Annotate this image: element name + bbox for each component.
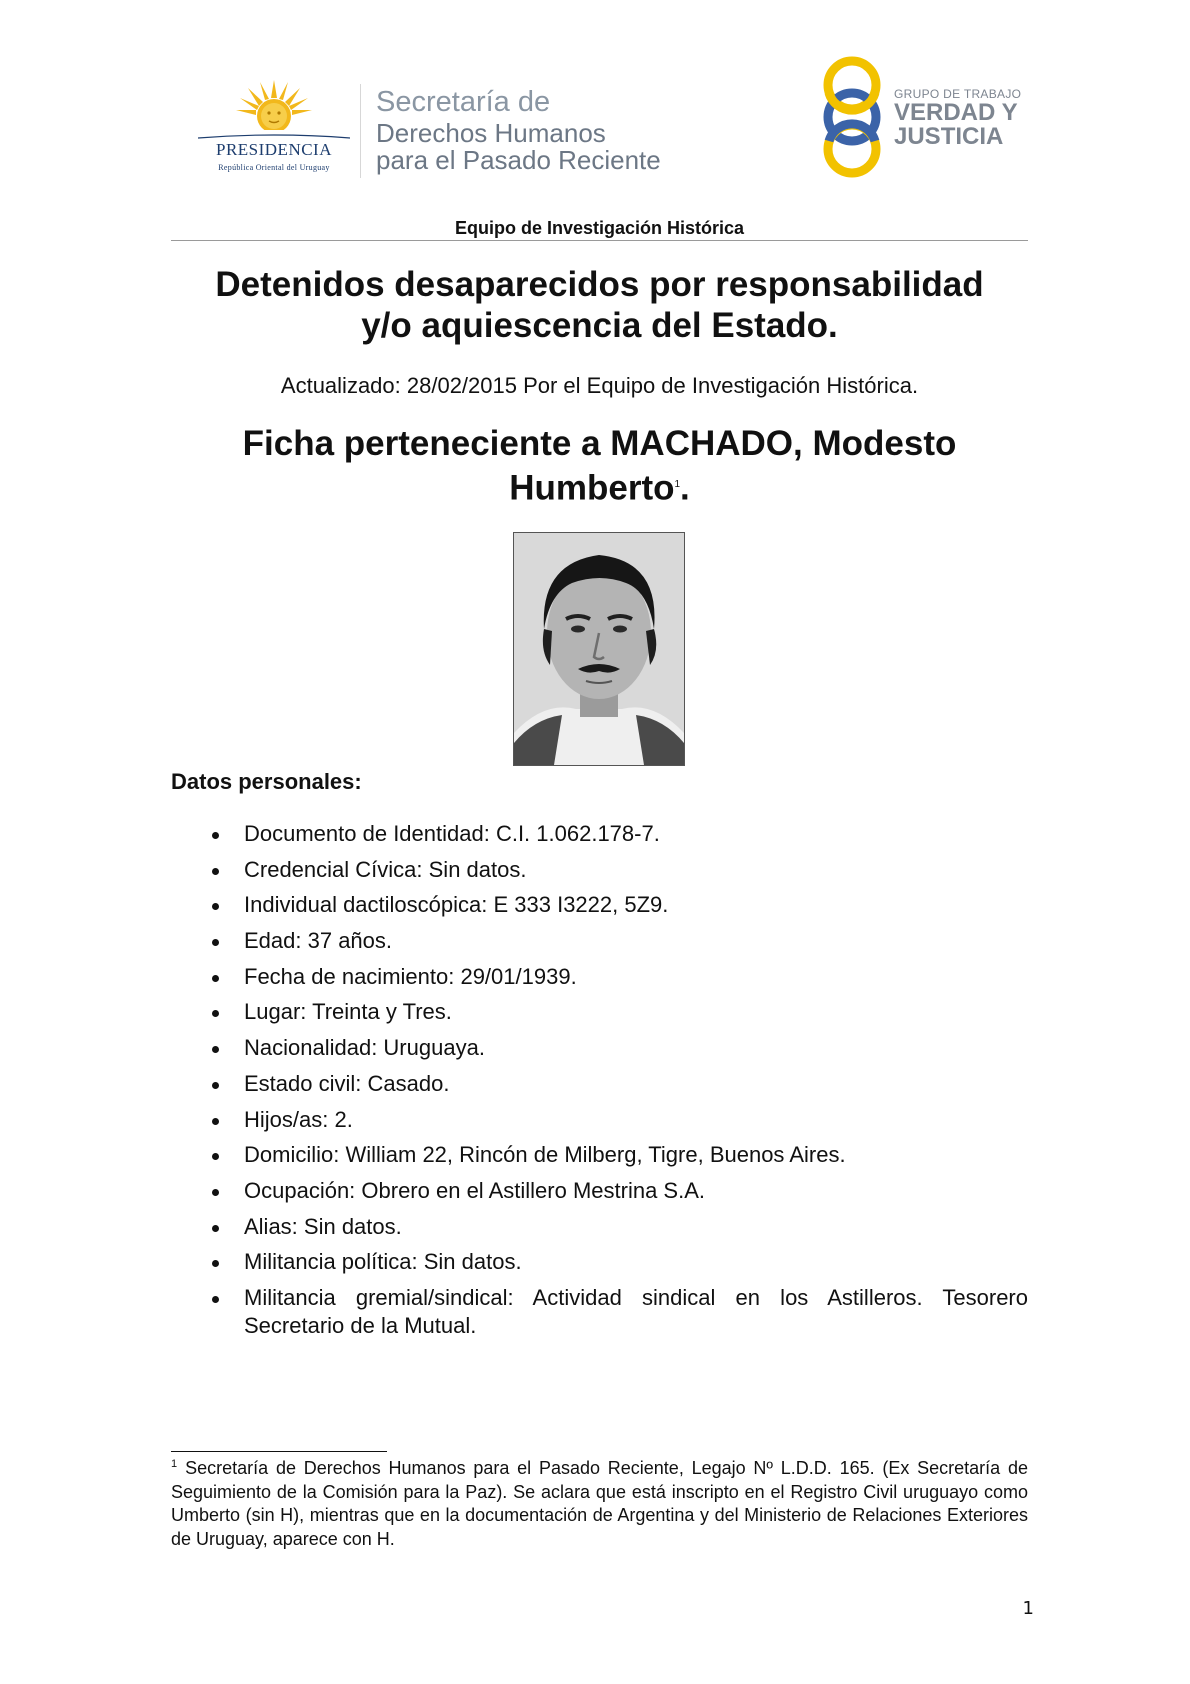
- bullet: [212, 939, 219, 946]
- ficha-title-line-2: Humberto: [509, 468, 675, 508]
- document-title: [171, 264, 1028, 346]
- bullet: [212, 1082, 219, 1089]
- bullet: [212, 1153, 219, 1160]
- verdad-y-label: VERDAD Y: [894, 99, 1018, 126]
- list-item: [171, 1177, 1028, 1205]
- personal-data-list: [171, 820, 1028, 1348]
- presidencia-logo: [196, 78, 352, 178]
- list-item-text: Credencial Cívica: Sin datos.: [244, 856, 527, 882]
- justicia-label: JUSTICIA: [894, 123, 1004, 150]
- interlocked-rings-icon: [820, 55, 884, 179]
- bullet: [212, 1189, 219, 1196]
- list-item-text: Individual dactiloscópica: E 333 I3222, 5Z9.: [244, 892, 669, 918]
- document-title-line-1: Detenidos desaparecidos por responsabilidad: [215, 265, 984, 304]
- list-item-text: Ocupación: Obrero en el Astillero Mestrina S.A.: [244, 1177, 705, 1203]
- list-item: [171, 1070, 1028, 1098]
- list-item-text: Domicilio: William 22, Rincón de Milberg, Tigre, Buenos Aires.: [244, 1142, 846, 1168]
- portrait-image: [514, 533, 684, 765]
- list-item-text: Fecha de nacimiento: 29/01/1939.: [244, 963, 577, 989]
- list-item: [171, 891, 1028, 919]
- personal-data-heading: Datos personales:: [171, 769, 362, 794]
- bullet: [212, 975, 219, 982]
- bullet: [212, 868, 219, 875]
- bullet: [212, 1118, 219, 1125]
- page-number: 1: [1022, 1598, 1034, 1619]
- list-item-text: Lugar: Treinta y Tres.: [244, 999, 452, 1025]
- footnote-rule: [171, 1451, 387, 1452]
- bullet: [212, 1010, 219, 1017]
- updated-line: Actualizado: 28/02/2015 Por el Equipo de Investigación Histórica.: [280, 373, 919, 398]
- document-header: [0, 0, 1190, 238]
- list-item-text: Hijos/as: 2.: [244, 1106, 353, 1132]
- footnote: [171, 1457, 1028, 1551]
- list-item: [171, 927, 1028, 955]
- team-heading: Equipo de Investigación Histórica: [454, 218, 745, 238]
- list-item: [171, 1106, 1028, 1134]
- list-item: [171, 998, 1028, 1026]
- presidencia-word: PRESIDENCIA: [215, 140, 332, 159]
- verdad-y-justicia-text: [894, 87, 1030, 149]
- secretaria-line-1: Secretaría de: [376, 86, 551, 118]
- list-item-text: Nacionalidad: Uruguaya.: [244, 1035, 485, 1061]
- footnote-text: Secretaría de Derechos Humanos para el Pasado Reciente, Legajo Nº L.D.D. 165. (Ex Secretaría de Seguimiento de la Comisión para la Paz). Se aclara que está inscripto en el Registro Civil uruguayo como Umberto (sin H), mientras que en la documentación de Argentina y del Ministerio de Relaciones Exteriores de Uruguay, aparece con H.: [171, 1458, 1028, 1549]
- list-item-text: Militancia gremial/sindical: Actividad sindical en los Astilleros. Tesorero Secretario de la Mutual.: [244, 1284, 1028, 1338]
- list-item: [171, 1141, 1028, 1169]
- presidencia-subtitle: República Oriental del Uruguay: [218, 163, 330, 172]
- bullet: [212, 1260, 219, 1267]
- list-item-text: Edad: 37 años.: [244, 928, 393, 954]
- bullet: [212, 1225, 219, 1232]
- presidencia-rule: [198, 134, 350, 139]
- list-item: [171, 963, 1028, 991]
- footnote-reference[interactable]: 1: [674, 479, 681, 490]
- bullet: [212, 1296, 219, 1303]
- list-item-text: Documento de Identidad: C.I. 1.062.178-7.: [244, 821, 660, 846]
- list-item: [171, 856, 1028, 884]
- bullet: [212, 1046, 219, 1053]
- secretaria-line-3: para el Pasado Reciente: [376, 145, 661, 175]
- list-item: [171, 820, 1028, 848]
- ficha-title-period: .: [680, 468, 690, 508]
- grupo-de-trabajo-label: GRUPO DE TRABAJO: [894, 87, 1022, 101]
- list-item-text: Militancia política: Sin datos.: [244, 1249, 522, 1275]
- secretaria-line-2: Derechos Humanos: [376, 118, 606, 148]
- bullet: [212, 903, 219, 910]
- list-item: [171, 1284, 1028, 1340]
- header-rule: [171, 240, 1028, 241]
- list-item: [171, 1034, 1028, 1062]
- list-item-text: Alias: Sin datos.: [244, 1213, 402, 1239]
- verdad-y-justicia-logo: [820, 55, 1030, 180]
- bullet: [212, 832, 219, 839]
- sun-of-may-icon: [234, 78, 314, 136]
- header-divider: [360, 84, 361, 178]
- ficha-title: [171, 423, 1028, 509]
- portrait-photo: [513, 532, 685, 766]
- list-item: [171, 1213, 1028, 1241]
- ficha-title-line-1: Ficha perteneciente a MACHADO, Modesto: [242, 424, 957, 463]
- secretaria-logo-text: [376, 88, 716, 174]
- footnote-number: 1: [171, 1458, 178, 1470]
- list-item-text: Estado civil: Casado.: [244, 1070, 450, 1096]
- list-item: [171, 1248, 1028, 1276]
- document-title-line-2: y/o aquiescencia del Estado.: [361, 306, 838, 345]
